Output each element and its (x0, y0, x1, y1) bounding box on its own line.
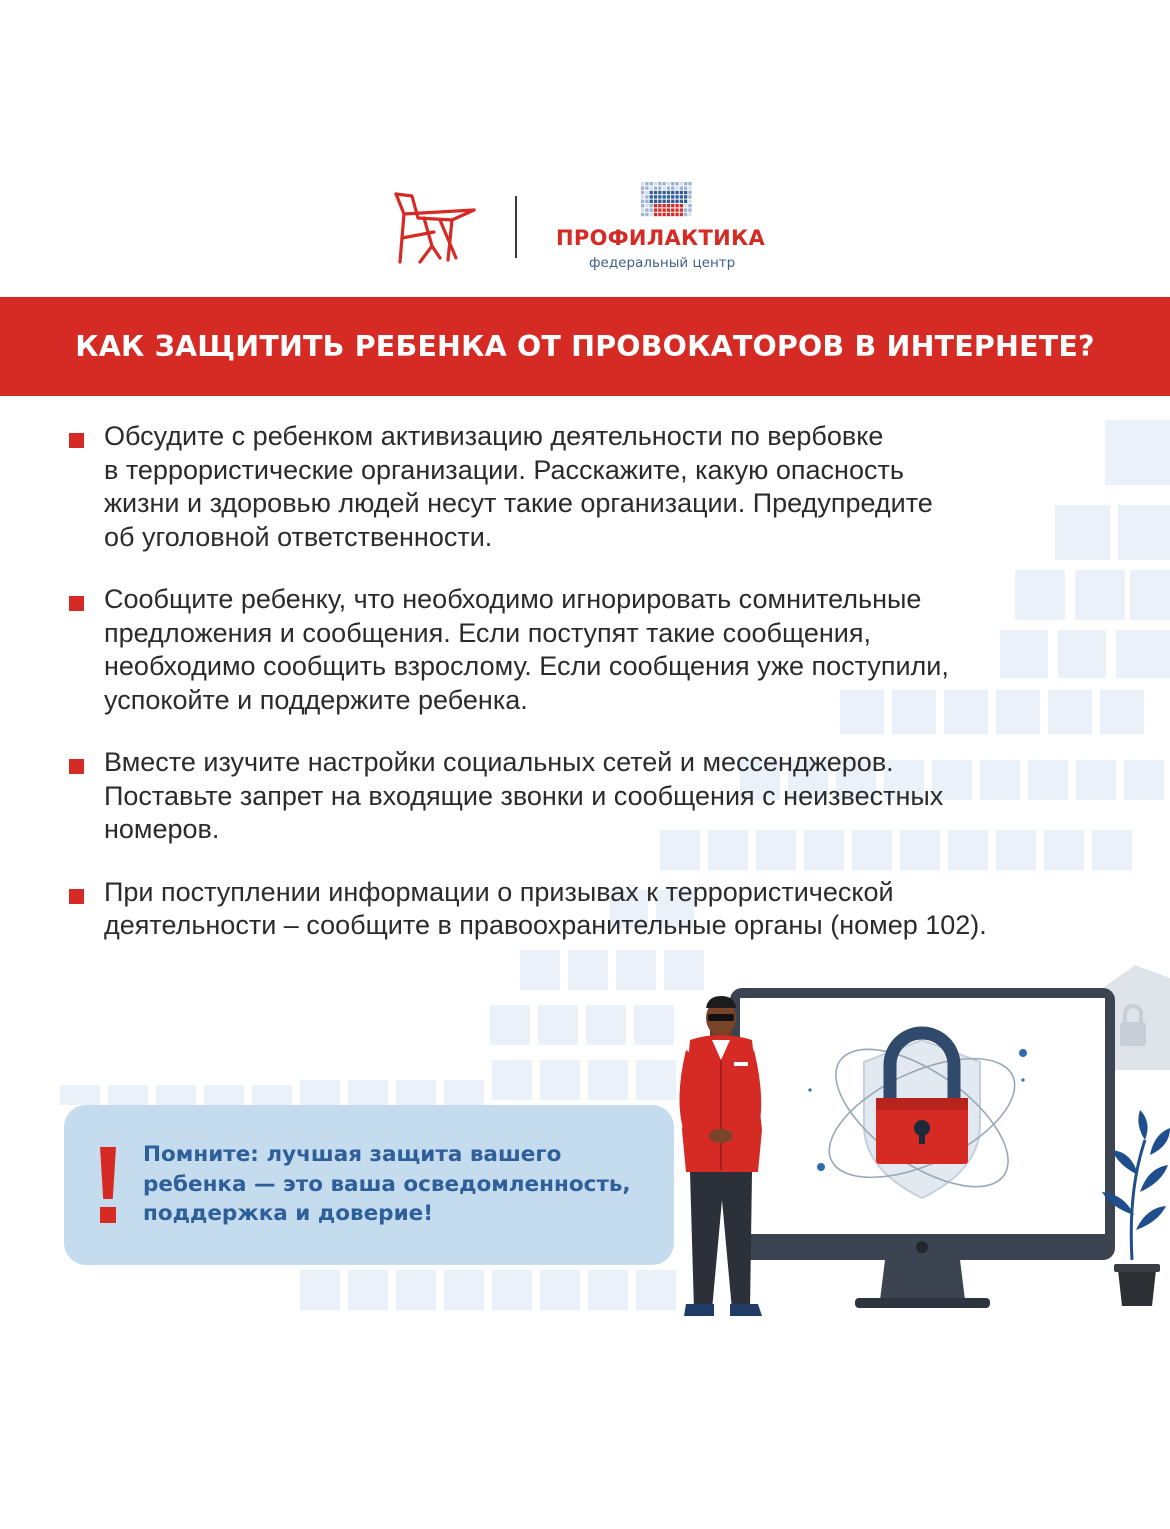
page-title: КАК ЗАЩИТИТЬ РЕБЕНКА ОТ ПРОВОКАТОРОВ В ИНТЕРНЕТЕ? (75, 330, 1095, 363)
list-item (66, 420, 1146, 554)
list-item (66, 876, 1146, 943)
title-banner (0, 297, 1170, 396)
bullet-marker (69, 759, 84, 774)
table-logo-icon (390, 188, 480, 266)
brand-grid-icon (641, 182, 693, 218)
exclamation-icon (97, 1147, 119, 1225)
bullet-marker (69, 889, 84, 904)
bullet-marker (69, 596, 84, 611)
brand-subtitle: федеральный центр (589, 255, 736, 271)
man-figure-icon (679, 996, 762, 1316)
security-illustration (640, 960, 1170, 1330)
list-item (66, 746, 1146, 847)
list-item-text: Вместе изучите настройки социальных сетей и мессенджеров. Поставьте запрет на входящие звонки и сообщения с неизвестных номеров. (104, 747, 944, 844)
list-item-text: Сообщите ребенку, что необходимо игнорировать сомнительные предложения и сообщения. Если поступят такие сообщения, необходимо сообщить взрослому. Если сообщения уже поступили, успокойте и поддержите ребенка. (104, 584, 949, 715)
list-item-text: При поступлении информации о призывах к террористической деятельности – сообщите в правоохранительные органы (номер 102). (104, 876, 987, 940)
advice-list (66, 420, 1146, 972)
bullet-marker (69, 433, 84, 448)
list-item-text: Обсудите с ребенком активизацию деятельности по вербовке в террористические организации. Расскажите, какую опасность жизни и здоровью людей несут такие организации. Предупредите об уголовной ответственности. (104, 421, 933, 552)
header-divider (515, 196, 517, 258)
reminder-text: Помните: лучшая защита вашего ребенка — это ваша осведомленность, поддержка и доверие! (143, 1142, 631, 1226)
brand-name: ПРОФИЛАКТИКА (556, 226, 765, 250)
list-item (66, 583, 1146, 717)
